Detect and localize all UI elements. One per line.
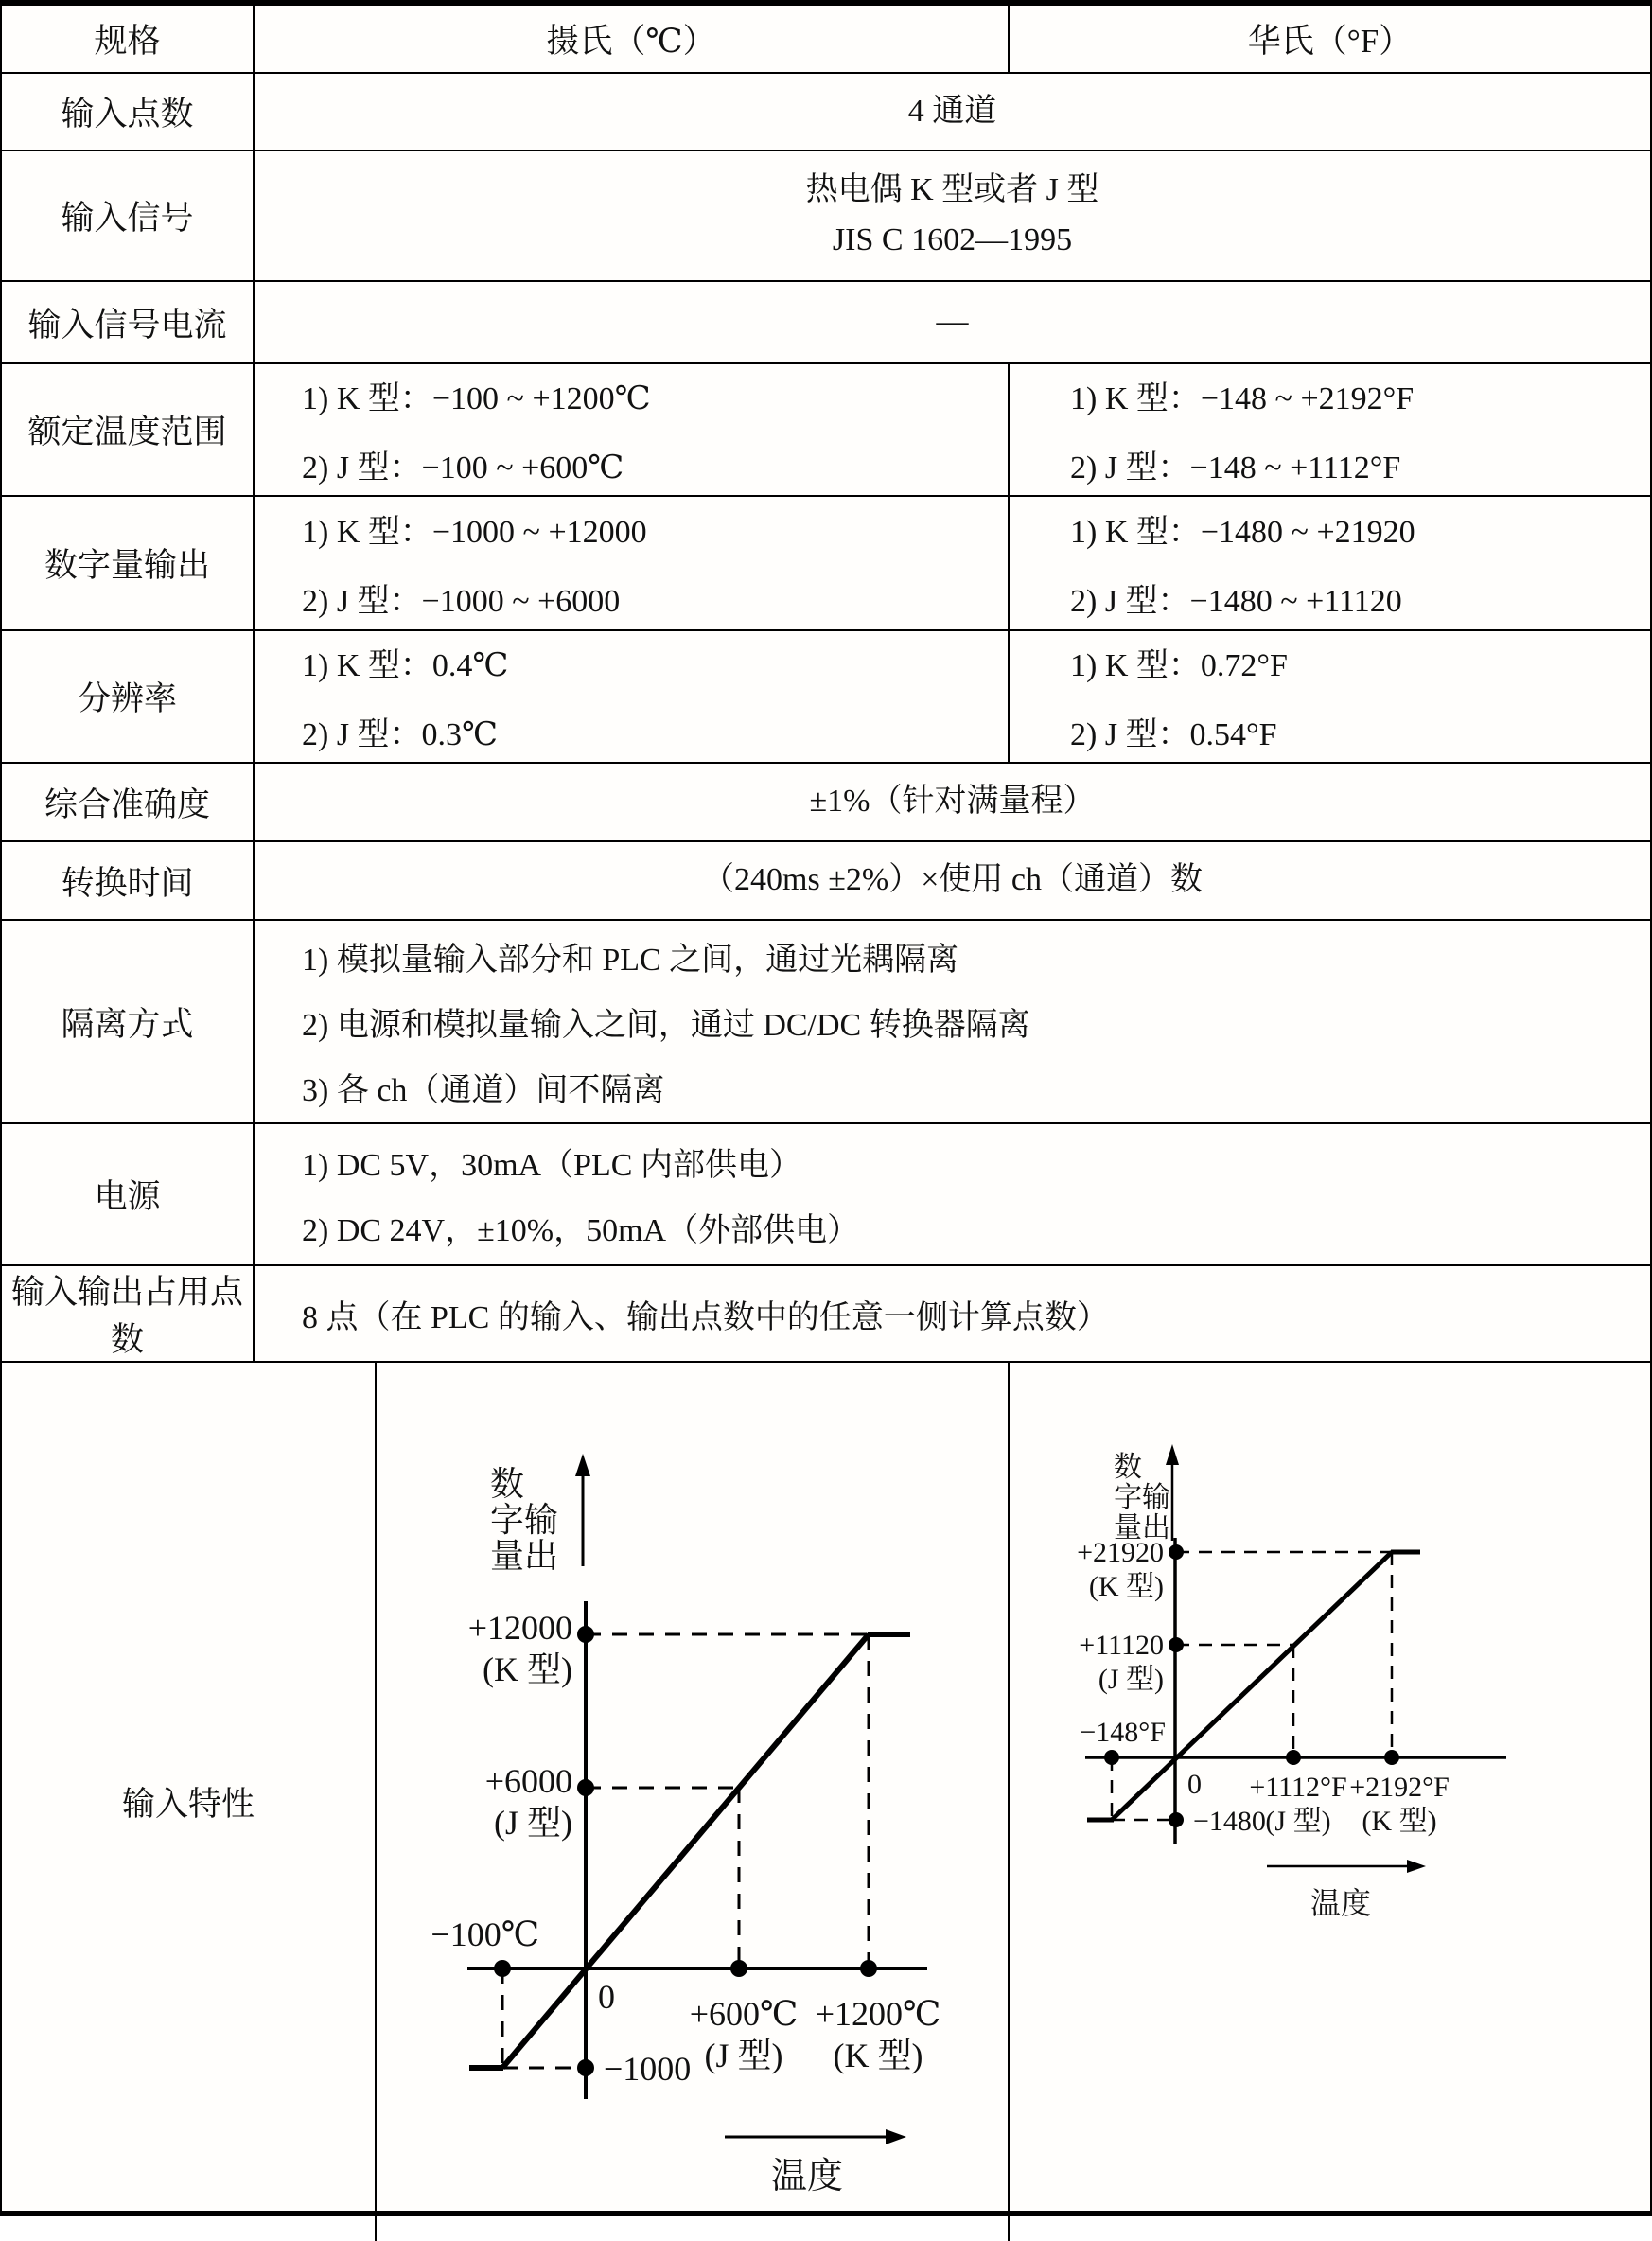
input-signal-line-2: JIS C 1602—1995 (832, 222, 1073, 257)
row-digital-output (2, 495, 1650, 629)
point-x-j (1286, 1750, 1301, 1765)
line-k: 1) K 型：0.72°F (1070, 648, 1288, 683)
row-overall-accuracy (2, 762, 1650, 840)
x-neg-value: −148°F (1080, 1717, 1166, 1748)
x-j-type: (J 型) (1265, 1806, 1331, 1837)
right-arrow-icon (886, 2129, 906, 2144)
row-label: 额定温度范围 (2, 364, 255, 495)
x-axis-label: 温度 (770, 2157, 844, 2197)
x-k-type: (K 型) (1362, 1806, 1437, 1837)
row-value: （240ms ±2%）×使用 ch（通道）数 (702, 862, 1203, 898)
header-row (2, 6, 1650, 72)
point-y-neg (577, 2059, 594, 2076)
line-j: 2) J 型：−1480 ~ +11120 (1070, 584, 1402, 619)
row-label: 输入输出占用点数 (2, 1266, 255, 1361)
x-neg-value: −100℃ (431, 1915, 539, 1953)
y-neg-value: −1000 (604, 2050, 692, 2088)
point-y-neg (1169, 1812, 1184, 1827)
rated-temp-celsius (255, 364, 1008, 495)
row-input-characteristic (2, 1361, 1650, 2241)
y-j-value: +11120 (1079, 1630, 1164, 1661)
row-input-points (2, 72, 1650, 150)
row-label: 数字量输出 (2, 497, 255, 629)
isolation-line-1: 1) 模拟量输入部分和 PLC 之间，通过光耦隔离 (302, 943, 959, 978)
y-k-type: (K 型) (1088, 1571, 1164, 1602)
header-spec: 规格 (2, 6, 255, 72)
x-k-type: (K 型) (833, 2037, 923, 2074)
isolation-line-2: 2) 电源和模拟量输入之间，通过 DC/DC 转换器隔离 (302, 1008, 1030, 1043)
row-rated-temp-range (2, 362, 1650, 495)
y-k-type: (K 型) (483, 1650, 572, 1688)
x-k-value: +2192°F (1349, 1772, 1450, 1803)
origin-label: 0 (1187, 1769, 1202, 1800)
y-k-value: +21920 (1077, 1537, 1164, 1568)
line-j: 2) J 型：−1000 ~ +6000 (302, 584, 621, 619)
celsius-characteristic-graph (377, 1363, 1008, 2241)
row-label: 输入特性 (2, 1363, 377, 2241)
y-axis-label-line1: 数 (490, 1465, 525, 1503)
characteristic-line (502, 1634, 869, 2068)
row-value: ±1%（针对满量程） (809, 784, 1096, 820)
x-k-value: +1200℃ (815, 1995, 941, 2033)
row-label: 电源 (2, 1124, 255, 1264)
row-label: 综合准确度 (2, 764, 255, 840)
y-axis-label-line2: 字输 (1114, 1482, 1170, 1513)
line-j: 2) J 型：0.54°F (1070, 717, 1277, 752)
line-k: 1) K 型：−100 ~ +1200℃ (302, 381, 651, 416)
y-j-type: (J 型) (494, 1804, 572, 1842)
header-celsius-label: 摄氏（℃） (546, 23, 716, 60)
x-axis-label: 温度 (1309, 1886, 1372, 1920)
line-j: 2) J 型：−148 ~ +1112°F (1070, 450, 1401, 485)
fahrenheit-line-chart (1010, 1363, 1652, 2241)
row-resolution (2, 629, 1650, 762)
origin-label: 0 (598, 1978, 615, 2016)
fahrenheit-characteristic-graph (1008, 1363, 1652, 2241)
line-j: 2) J 型：−100 ~ +600℃ (302, 450, 624, 485)
line-k: 1) K 型：−148 ~ +2192°F (1070, 381, 1415, 416)
row-value: — (936, 304, 969, 340)
point-y-k (577, 1626, 594, 1643)
point-x-k (1384, 1750, 1399, 1765)
digital-output-celsius (255, 497, 1008, 629)
x-j-value: +600℃ (689, 1995, 799, 2033)
line-k: 1) K 型：−1480 ~ +21920 (1070, 515, 1415, 550)
row-label: 输入信号电流 (2, 282, 255, 362)
right-arrow-icon (1407, 1860, 1426, 1873)
row-power-supply (2, 1122, 1650, 1264)
point-y-k (1169, 1544, 1184, 1560)
header-fahrenheit (1008, 6, 1650, 72)
isolation-line-3: 3) 各 ch（通道）间不隔离 (302, 1073, 665, 1108)
row-label: 分辨率 (2, 631, 255, 762)
line-j: 2) J 型：0.3℃ (302, 717, 499, 752)
y-j-value: +6000 (484, 1762, 572, 1800)
y-axis-label-line3: 量出 (1114, 1512, 1170, 1544)
point-x-neg (1104, 1750, 1119, 1765)
point-x-k (860, 1960, 877, 1977)
x-j-value: +1112°F (1249, 1772, 1347, 1803)
row-label: 转换时间 (2, 842, 255, 919)
row-io-points (2, 1264, 1650, 1361)
row-label: 隔离方式 (2, 921, 255, 1122)
power-lines (255, 1124, 1650, 1264)
line-k: 1) K 型：0.4℃ (302, 648, 509, 683)
digital-output-fahrenheit (1008, 497, 1650, 629)
row-value: 8 点（在 PLC 的输入、输出点数中的任意一侧计算点数） (302, 1299, 1109, 1335)
row-value: 4 通道 (907, 93, 997, 129)
rated-temp-fahrenheit (1008, 364, 1650, 495)
y-j-type: (J 型) (1098, 1664, 1164, 1695)
x-j-type: (J 型) (704, 2037, 783, 2074)
y-neg-value: −1480 (1193, 1806, 1266, 1837)
power-line-1: 1) DC 5V，30mA（PLC 内部供电） (302, 1148, 801, 1183)
row-label: 输入点数 (2, 74, 255, 150)
point-x-neg (494, 1960, 511, 1977)
up-arrow-icon (1166, 1444, 1179, 1465)
y-axis-label-line1: 数 (1114, 1452, 1142, 1483)
line-k: 1) K 型：−1000 ~ +12000 (302, 515, 647, 550)
power-line-2: 2) DC 24V，±10%，50mA（外部供电） (302, 1213, 860, 1248)
resolution-fahrenheit (1008, 631, 1650, 762)
up-arrow-icon (575, 1454, 590, 1476)
header-fahrenheit-label: 华氏（°F） (1247, 23, 1413, 60)
point-y-j (1169, 1637, 1184, 1652)
row-label: 输入信号 (2, 151, 255, 280)
row-conversion-time (2, 840, 1650, 919)
row-isolation (2, 919, 1650, 1122)
row-value (255, 151, 1650, 280)
resolution-celsius (255, 631, 1008, 762)
row-input-signal-current (2, 280, 1650, 362)
point-y-j (577, 1779, 594, 1796)
row-input-signal (2, 150, 1650, 280)
point-x-j (730, 1960, 747, 1977)
header-celsius (255, 6, 1008, 72)
celsius-line-chart (377, 1363, 1008, 2241)
y-axis-label-line3: 量出 (490, 1537, 559, 1575)
input-signal-line-1: 热电偶 K 型或者 J 型 (805, 172, 1099, 208)
y-axis-label-line2: 字输 (490, 1501, 559, 1539)
y-k-value: +12000 (467, 1609, 572, 1647)
isolation-lines (255, 921, 1650, 1122)
